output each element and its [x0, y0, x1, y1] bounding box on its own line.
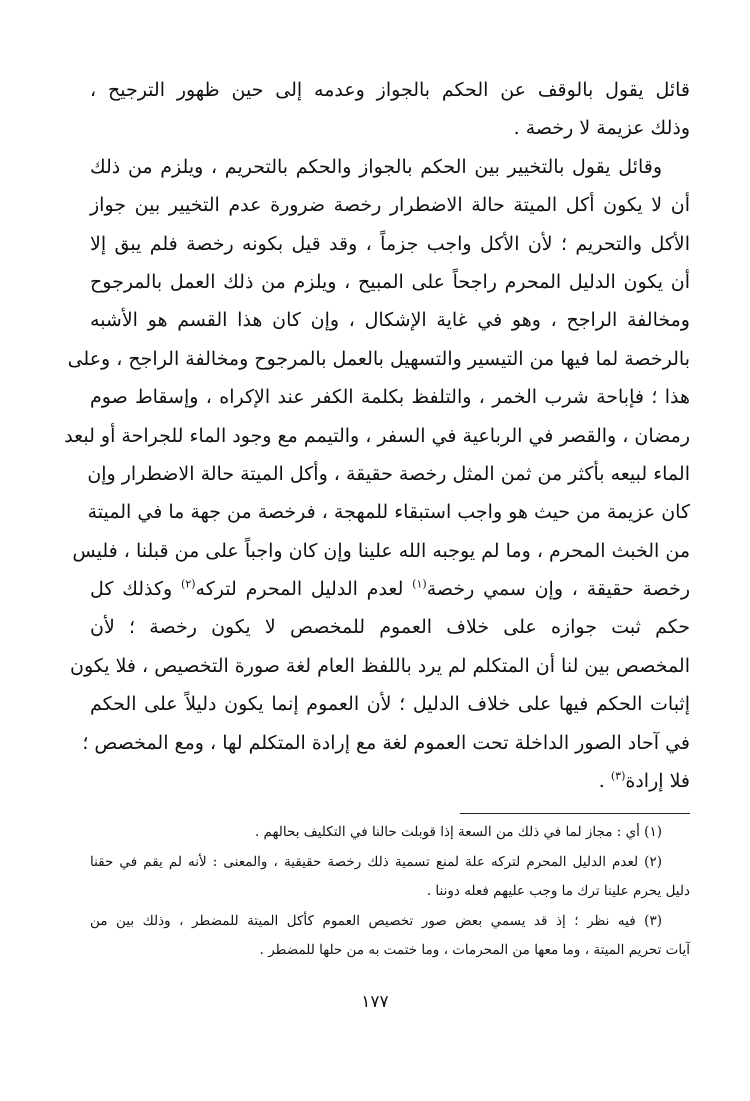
footnote-marker[interactable]: (٣) — [610, 769, 626, 783]
text-line — [87, 493, 690, 531]
footnote-line: آيات تحريم الميتة ، وما معها من المحرمات ، وما ختمت به من حلها للمضطر . — [259, 942, 690, 958]
text-segment: الأكل والتحريم ؛ لأن الأكل واجب جزماً ، وقد قيل بكونه رخصة فلم يبق إلا — [90, 232, 690, 255]
footnote-separator — [460, 813, 690, 814]
text-segment: فلا إرادة — [625, 770, 690, 793]
text-line — [90, 378, 690, 416]
text-line — [64, 417, 690, 455]
text-line — [90, 762, 690, 800]
text-line — [90, 301, 690, 339]
text-segment: وقائل يقول بالتخيير بين الحكم بالجواز والحكم بالتحريم ، ويلزم من ذلك — [90, 155, 662, 178]
text-segment: هذا ؛ فإباحة شرب الخمر ، والتلفظ بكلمة الكفر عند الإكراه ، وإسقاط صوم — [90, 386, 690, 409]
footnote-line: (٢) لعدم الدليل المحرم لتركه علة لمنع تسمية ذلك رخصة حقيقية ، والمعنى : لأنه لم يقم في حقنا — [90, 853, 662, 870]
text-segment: في آحاد الصور الداخلة تحت العموم لغة مع إرادة المتكلم لها ، ومع المخصص ؛ — [82, 731, 690, 754]
text-line — [90, 685, 690, 723]
text-segment: . — [598, 770, 611, 793]
text-segment: حكم ثبت جوازه على خلاف العموم للمخصص لا يكون رخصة ؛ لأن — [90, 616, 690, 639]
footnote-line: (٣) فيه نظر ؛ إذ قد يسمي بعض صور تخصيص العموم كأكل الميتة للمضطر ، وذلك بين من — [90, 912, 662, 929]
text-segment: بالرخصة لما فيها من التيسير والتسهيل بالعمل بالمرجوح ومخالفة الراجح ، وعلى — [67, 347, 690, 370]
text-line — [70, 647, 690, 685]
text-line — [87, 455, 690, 493]
footnote-marker[interactable]: (١) — [412, 577, 427, 591]
text-segment: وكذلك كل — [90, 578, 182, 601]
text-segment: كان عزيمة من حيث هو واجب استبقاء للمهجة ، فرخصة من جهة ما في الميتة — [87, 501, 690, 524]
text-segment: رخصة حقيقة ، وإن سمي رخصة — [426, 578, 690, 601]
text-line — [90, 570, 690, 608]
text-line — [90, 71, 690, 109]
text-segment: الماء لبيعه بأكثر من ثمن المثل رخصة حقيقة ، وأكل الميتة حالة الاضطرار وإن — [87, 462, 690, 485]
footnote-line: (١) أي : مجاز لما في ذلك من السعة إذا قوبلت حالنا في التكليف بحالهم . — [254, 824, 662, 840]
main-text — [64, 71, 690, 800]
text-line — [90, 263, 690, 301]
text-line — [90, 109, 690, 147]
text-line — [90, 148, 690, 186]
text-segment: قائل يقول بالوقف عن الحكم بالجواز وعدمه إلى حين ظهور الترجيح ، — [90, 79, 690, 101]
page-number: ١٧٧ — [361, 992, 389, 1012]
text-segment: المخصص بين لنا أن المتكلم لم يرد باللفظ العام لغة صورة التخصيص ، فلا يكون — [70, 654, 690, 677]
text-segment: إثبات الحكم فيها على خلاف الدليل ؛ لأن العموم إنما يكون دليلاً على الحكم — [90, 693, 690, 716]
text-segment: أن يكون الدليل المحرم راجحاً على المبيح ، ويلزم من ذلك العمل بالمرجوح — [90, 270, 690, 293]
text-segment: لعدم الدليل المحرم لتركه — [195, 578, 413, 601]
footnotes — [90, 818, 690, 966]
footnote-line: دليل يحرم علينا ترك ما وجب عليهم فعله دوننا . — [426, 883, 690, 899]
text-line — [72, 532, 690, 570]
text-segment: رمضان ، والقصر في الرباعية في السفر ، والتيمم مع وجود الماء للجراحة أو لبعد — [64, 424, 690, 447]
text-line — [90, 225, 690, 263]
text-segment: ومخالفة الراجح ، وهو في غاية الإشكال ، وإن كان هذا القسم هو الأشبه — [90, 309, 690, 332]
text-segment: أن لا يكون أكل الميتة حالة الاضطرار رخصة ضرورة عدم التخيير بين جواز — [90, 194, 690, 217]
text-line — [90, 186, 690, 224]
text-segment: وذلك عزيمة لا رخصة . — [513, 117, 690, 140]
text-segment: من الخبث المحرم ، وما لم يوجبه الله علينا وإن كان واجباً على من قبلنا ، فليس — [72, 539, 690, 562]
footnote-marker[interactable]: (٢) — [181, 577, 196, 591]
text-line — [90, 608, 690, 646]
text-line — [67, 340, 690, 378]
text-line — [82, 724, 690, 762]
